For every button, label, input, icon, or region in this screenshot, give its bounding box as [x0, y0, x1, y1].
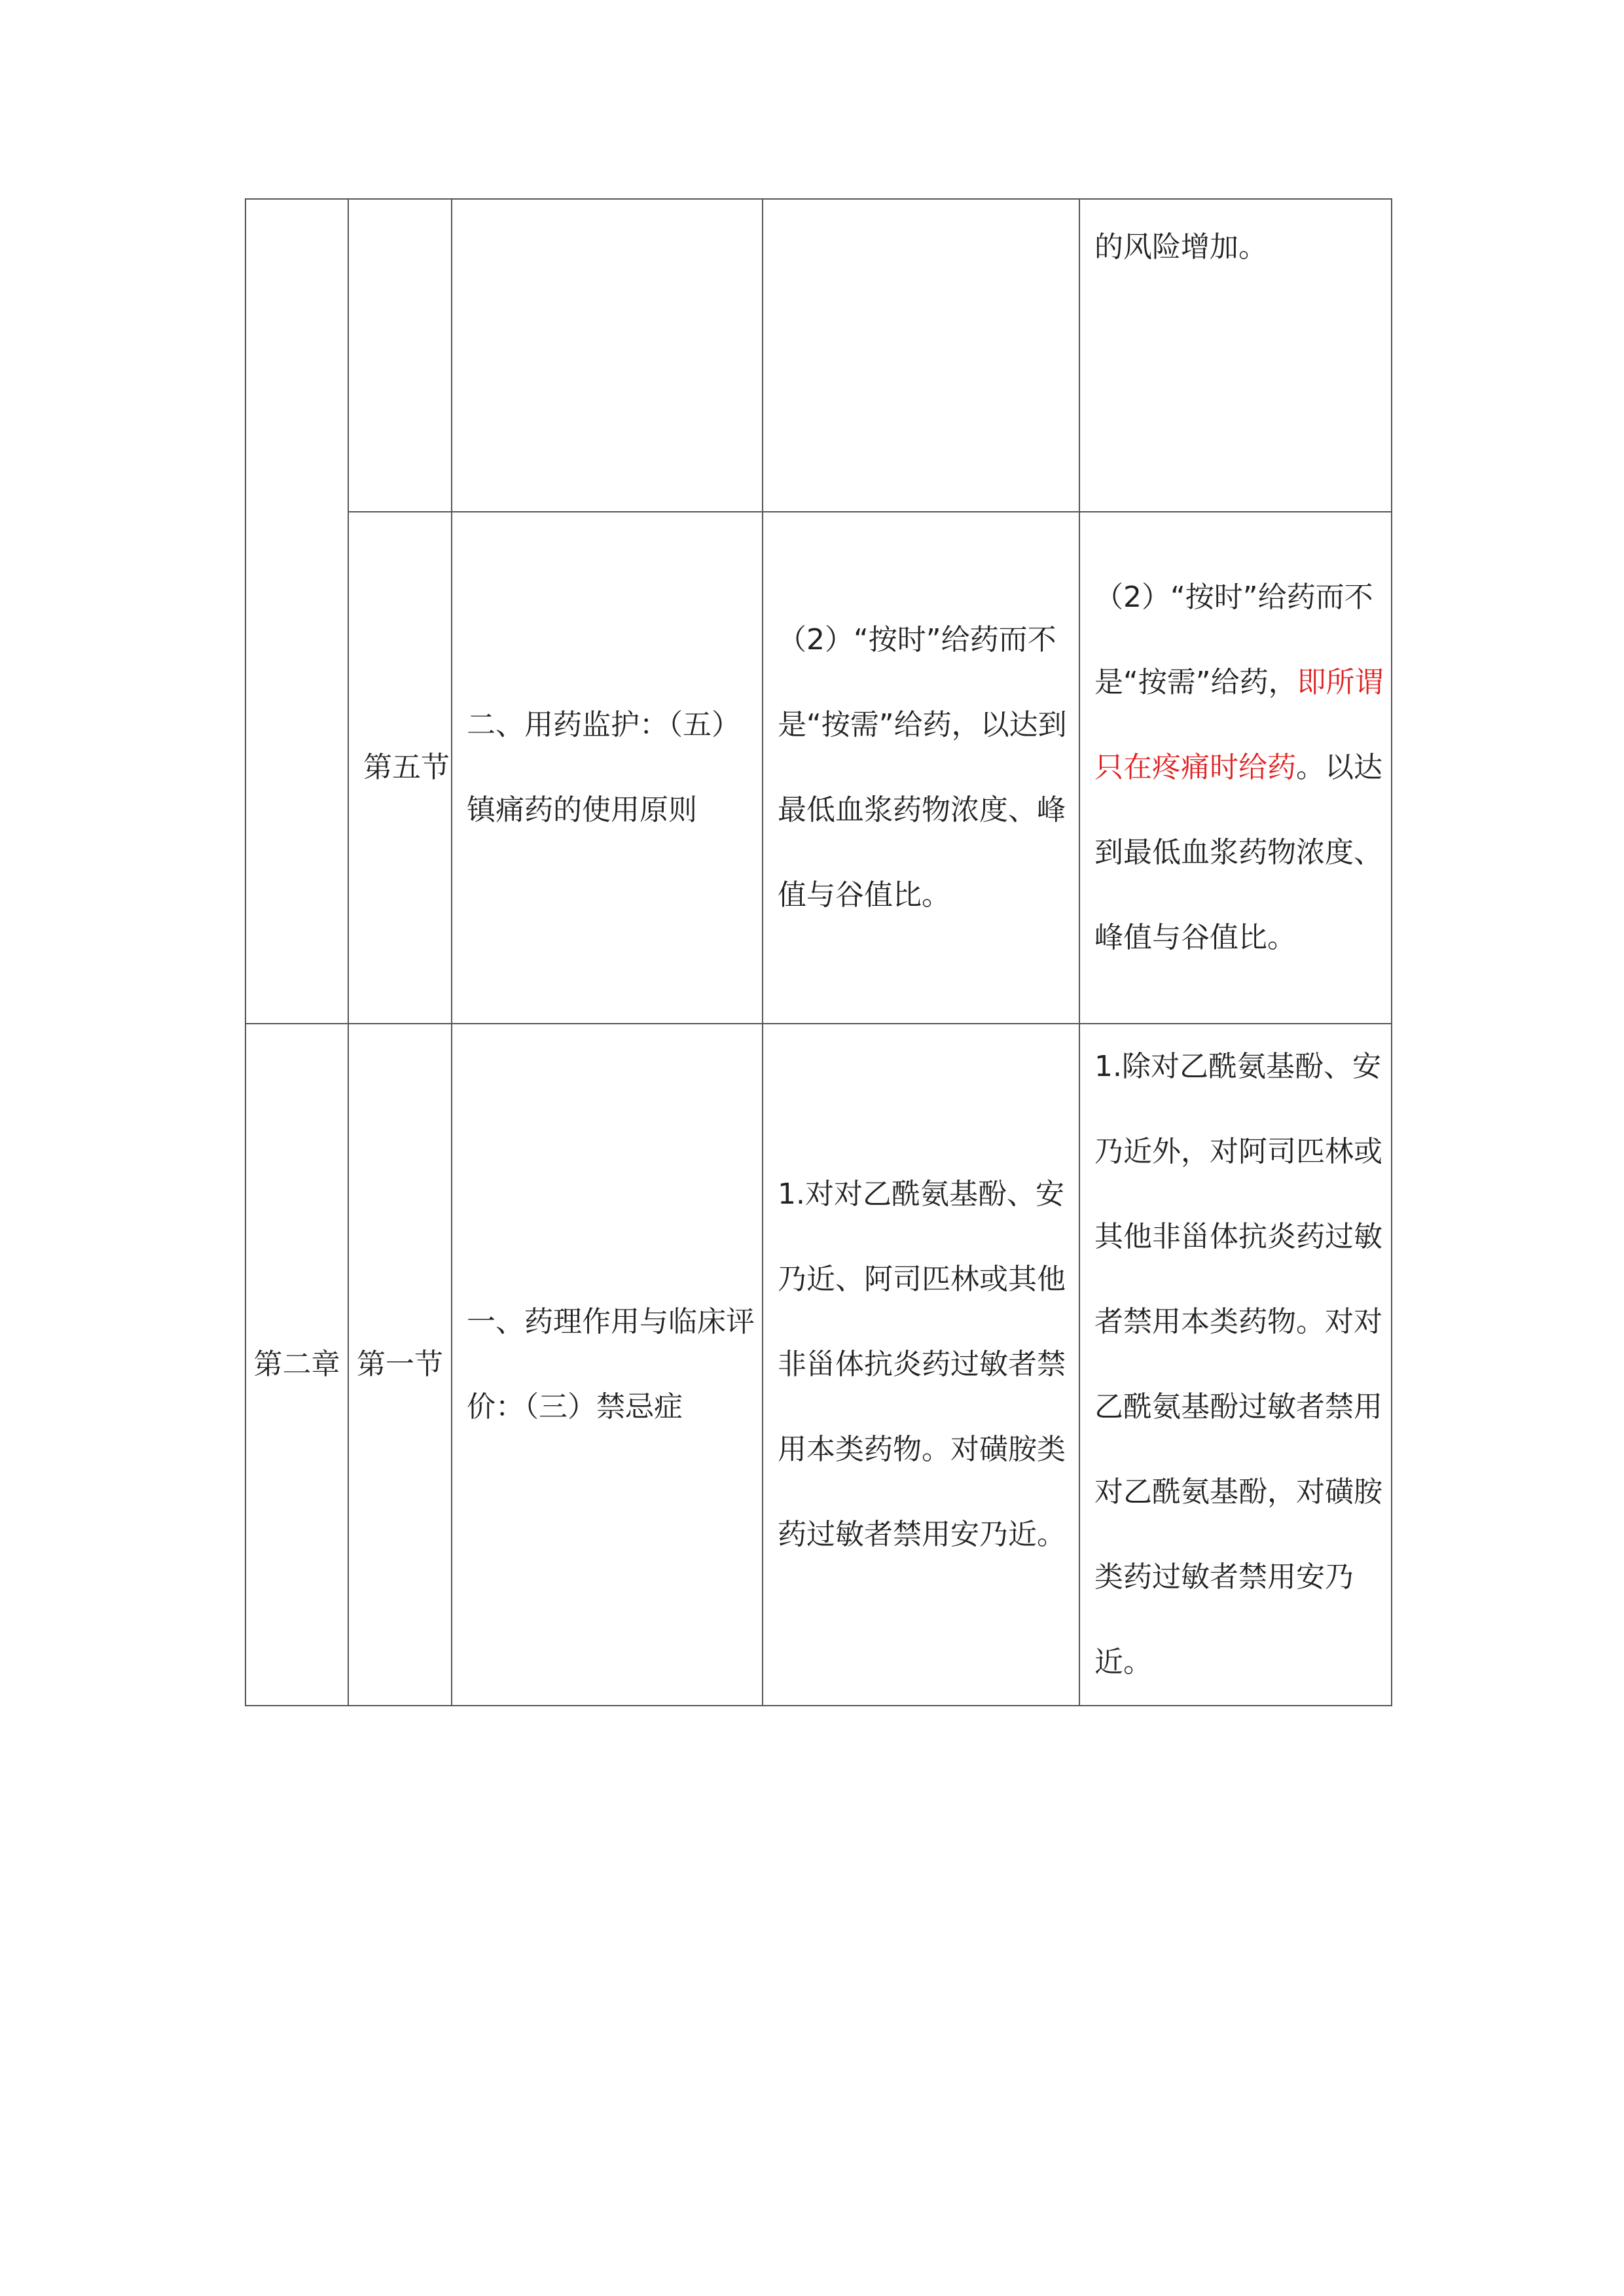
topic-cell [452, 1024, 763, 1706]
topic-label: 一、药理作用与临床评价：（三）禁忌症 [467, 1305, 755, 1424]
new-text-cell [1079, 512, 1392, 1024]
section-label: 第五节 [363, 751, 450, 784]
old-text: 1.对对乙酰氨基酚、安乃近、阿司匹林或其他非甾体抗炎药过敏者禁用本类药物。对磺胺类药过敏者禁用安乃近。 [778, 1177, 1066, 1551]
table-row [245, 1024, 1392, 1706]
revision-table [245, 198, 1392, 1706]
new-text-cell [1079, 199, 1392, 512]
old-text: （2）“按时”给药而不是“按需”给药，以达到最低血浆药物浓度、峰值与谷值比。 [778, 623, 1067, 912]
old-text-cell [763, 199, 1079, 512]
new-text: 1.除对乙酰氨基酚、安乃近外，对阿司匹林或其他非甾体抗炎药过敏者禁用本类药物。对对乙酰氨基酚过敏者禁用对乙酰氨基酚，对磺胺类药过敏者禁用安乃近。 [1094, 1050, 1382, 1679]
new-text-highlight: 即所谓只在疼痛时给药 [1094, 666, 1384, 784]
new-text-cell [1079, 1024, 1392, 1706]
table-row [245, 199, 1392, 512]
chapter-label: 第二章 [253, 1348, 340, 1381]
old-text-cell [763, 512, 1079, 1024]
section-cell [348, 1024, 452, 1706]
new-text: 的风险增加。 [1094, 230, 1267, 264]
topic-cell [452, 199, 763, 512]
section-cell [348, 512, 452, 1024]
new-text-before: （2）“按时”给药而不是“按需”给药， [1094, 581, 1373, 699]
new-text-after: 。以达到最低血浆药物浓度、峰值与谷值比。 [1094, 751, 1382, 954]
section-label: 第一节 [357, 1348, 443, 1381]
table-row [245, 512, 1392, 1024]
topic-label: 二、用药监护：（五）镇痛药的使用原则 [467, 708, 740, 827]
section-cell [348, 199, 452, 512]
chapter-cell [245, 1024, 348, 1706]
chapter-cell [245, 199, 348, 1024]
old-text-cell [763, 1024, 1079, 1706]
topic-cell [452, 512, 763, 1024]
